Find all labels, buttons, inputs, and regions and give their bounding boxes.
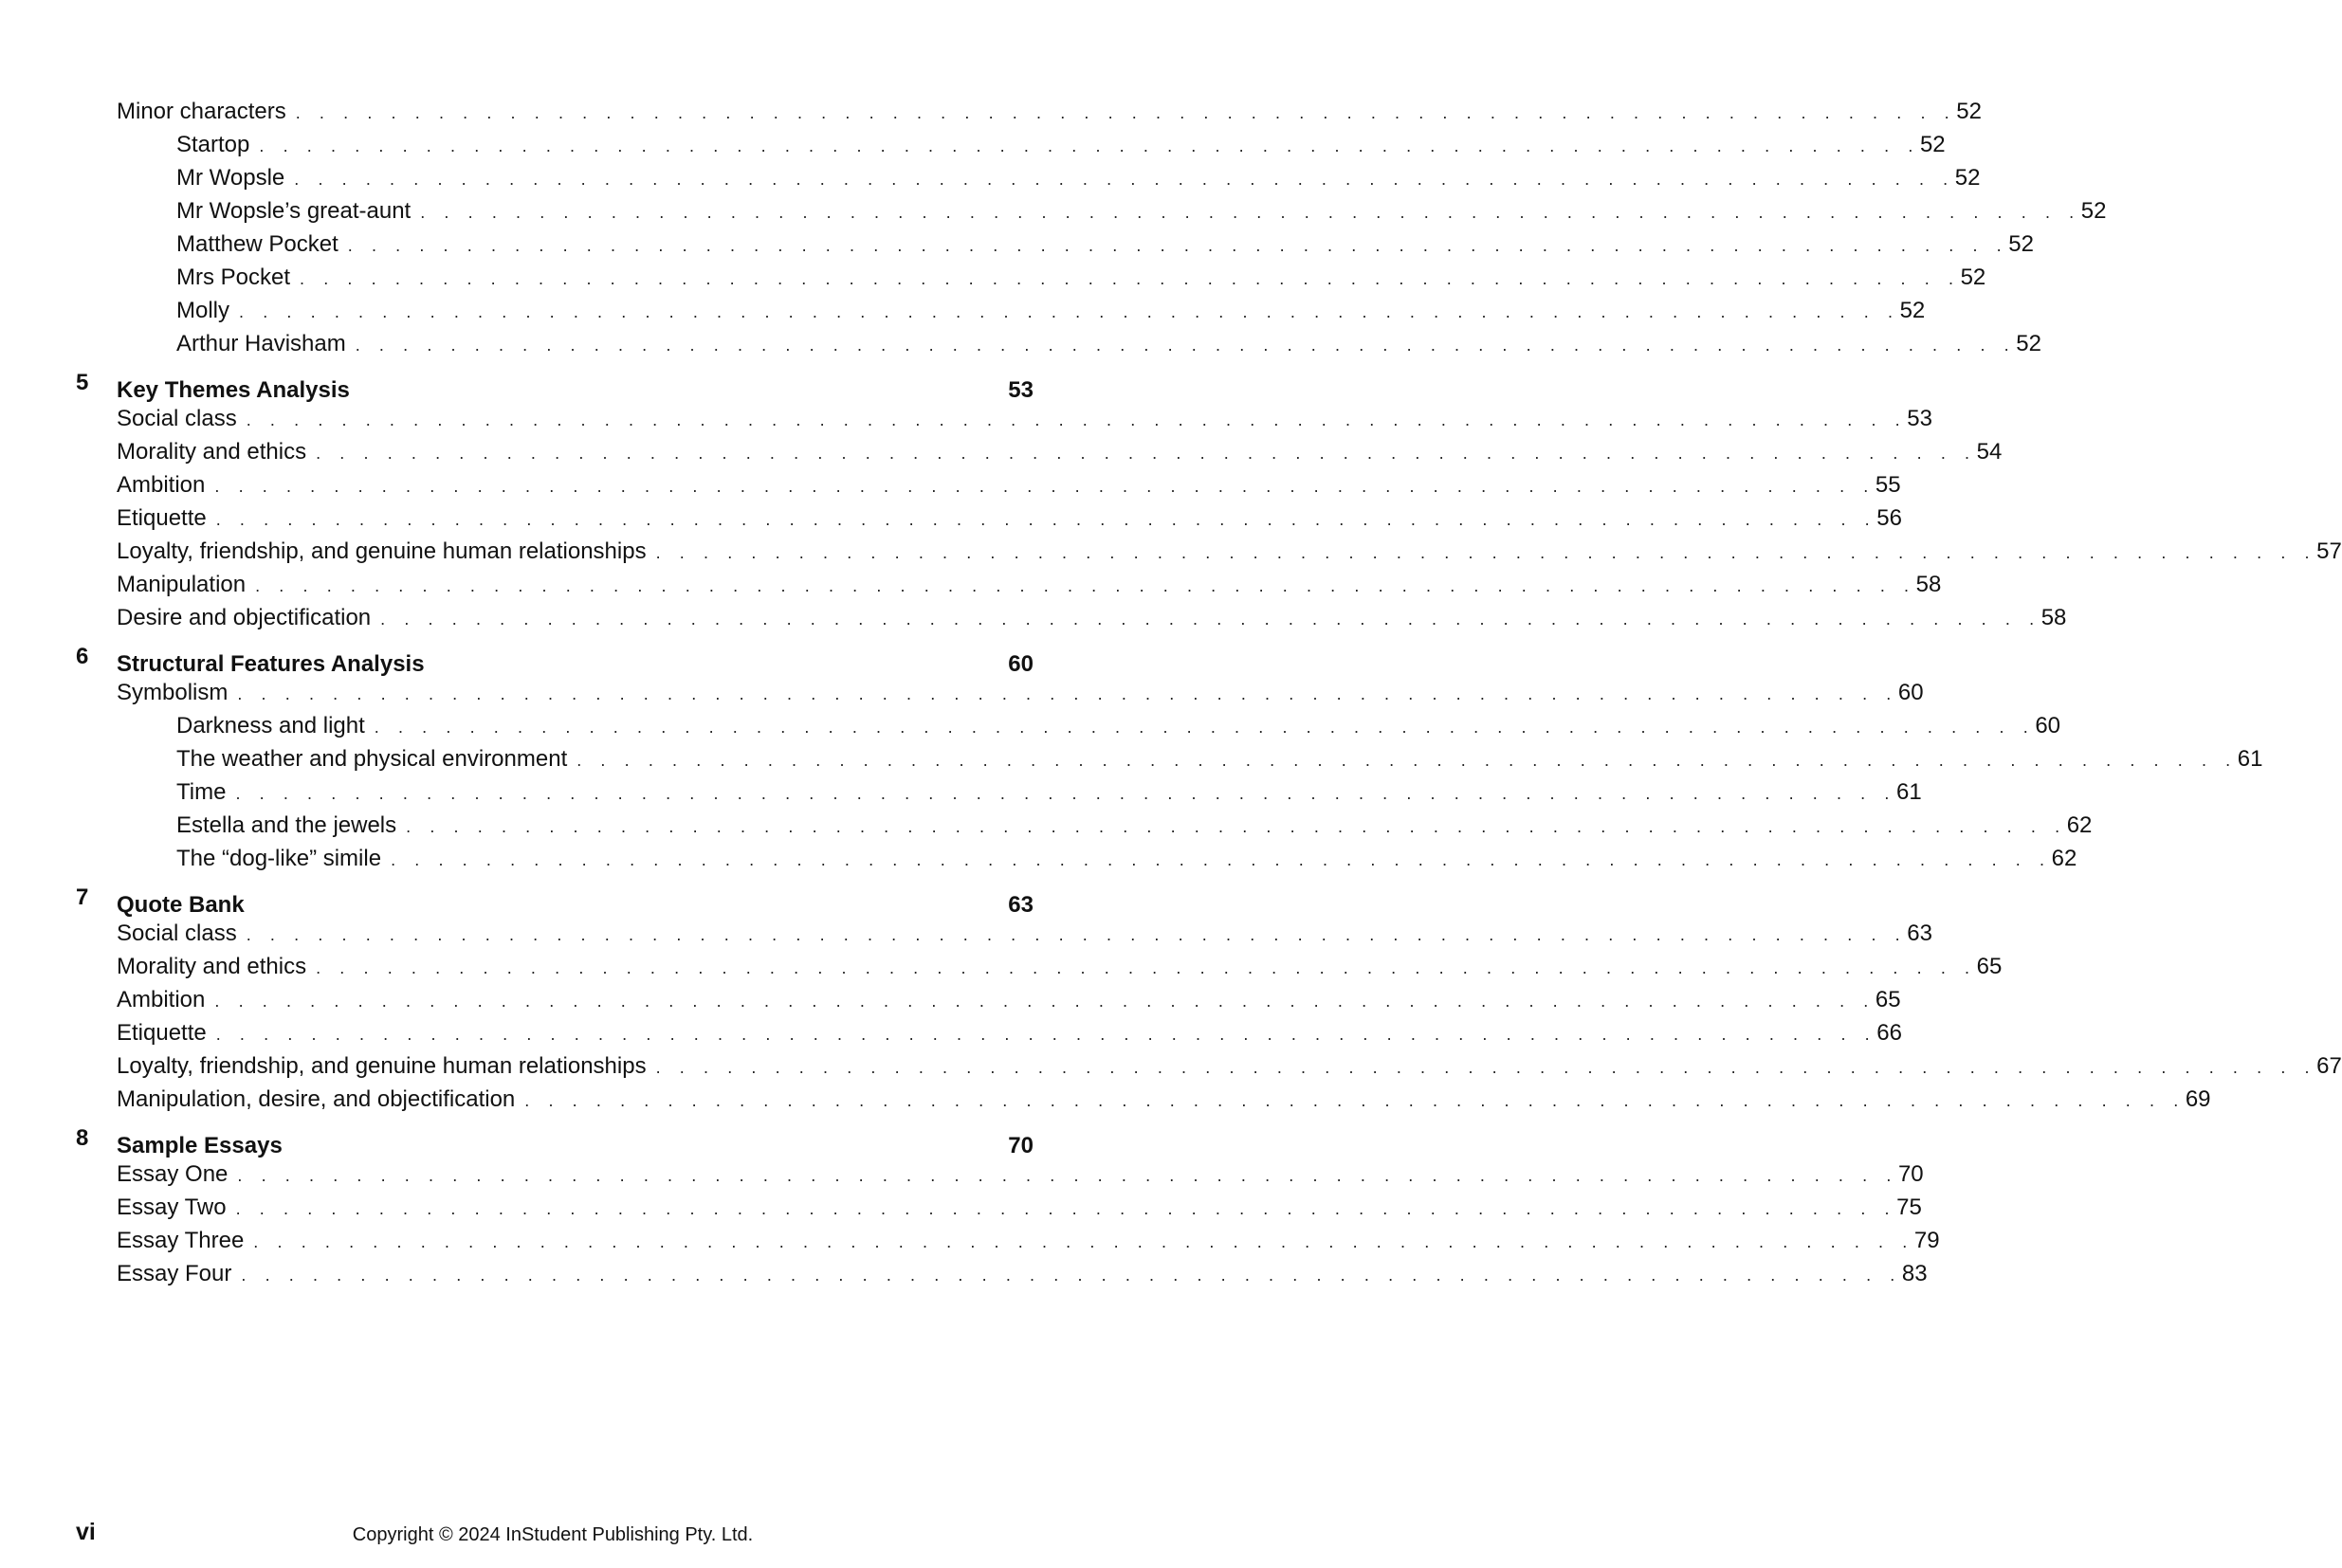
toc-entry-row: [176, 775, 1922, 811]
toc-entry[interactable]: [0, 327, 2041, 360]
toc-entry[interactable]: [0, 161, 1981, 194]
dot-leader: . . . . . . . . . . . . . . . . . . . . . . . . . . . . . . . . . . . . . . . . . . . . . . . . . . . . . . . . . . . . . . . . . . . . . .: [355, 336, 2017, 355]
page-number-ref: 65: [1875, 987, 1901, 1012]
toc-entry[interactable]: [0, 535, 2342, 568]
entry-title: The “dog-like” simile: [176, 846, 382, 871]
toc-entry[interactable]: [0, 1049, 2342, 1083]
page-number-ref: 52: [2016, 331, 2041, 356]
dot-leader: . . . . . . . . . . . . . . . . . . . . . . . . . . . . . . . . . . . . . . . . . . . . . . . . . . . . . . . . . . . . . . . . . . . . . .: [294, 170, 1955, 189]
dot-leader: . . . . . . . . . . . . . . . . . . . . . . . . . . . . . . . . . . . . . . . . . . . . . . . . . . . . . . . . . . . . . . . . . . . . . .: [316, 444, 1977, 463]
copyright-notice: Copyright © 2024 InStudent Publishing Pty. Ltd.: [352, 1524, 754, 1545]
entry-title: Ambition: [117, 987, 206, 1012]
entry-title: Mr Wopsle’s great-aunt: [176, 198, 412, 224]
toc-entry[interactable]: [0, 194, 2107, 228]
toc-entry-row: [117, 1158, 1924, 1193]
toc-entry-row: [117, 468, 1901, 503]
toc-entry-row: [176, 709, 2061, 744]
dot-leader: . . . . . . . . . . . . . . . . . . . . . . . . . . . . . . . . . . . . . . . . . . . . . . . . . . . . . . . . . . . . . . . . . . . . . .: [316, 958, 1977, 977]
entry-title: Symbolism: [117, 680, 229, 705]
page-number-ref: 52: [1919, 132, 1946, 157]
dot-leader: . . . . . . . . . . . . . . . . . . . . . . . . . . . . . . . . . . . . . . . . . . . . . . . . . . . . . . . . . . . . . . . . . . . . . .: [214, 477, 1875, 496]
dot-leader: . . . . . . . . . . . . . . . . . . . . . . . . . . . . . . . . . . . . . . . . . . . . . . . . . . . . . . . . . . . . . . . . . . . . . .: [655, 1058, 2317, 1077]
entry-title: Mr Wopsle: [176, 165, 285, 191]
chapter-number: 6: [76, 644, 89, 669]
toc-entry-row: [176, 742, 2263, 777]
toc-entry-row: [117, 601, 2067, 636]
toc-entry[interactable]: [0, 435, 2003, 468]
chapter-title: Structural Features Analysis: [117, 651, 425, 677]
toc-entry[interactable]: [0, 402, 1932, 435]
toc-entry-row: [117, 402, 1932, 437]
chapter-number: 8: [76, 1125, 89, 1151]
entry-title: Social class: [117, 921, 237, 946]
dot-leader: . . . . . . . . . . . . . . . . . . . . . . . . . . . . . . . . . . . . . . . . . . . . . . . . . . . . . . . . . . . . . . . . . . . . . .: [295, 103, 1957, 122]
toc-entry-row: [117, 983, 1901, 1018]
toc-entry-row: [176, 809, 2093, 844]
toc-entry-row: [176, 161, 1981, 196]
toc-entry[interactable]: [0, 501, 1902, 535]
page-number-ref: 79: [1913, 1228, 1940, 1253]
dot-leader: [254, 879, 986, 912]
entry-title: Mrs Pocket: [176, 264, 291, 290]
toc-entry-row: [117, 950, 2003, 985]
dot-leader: . . . . . . . . . . . . . . . . . . . . . . . . . . . . . . . . . . . . . . . . . . . . . . . . . . . . . . . . . . . . . . . . . . . . . .: [391, 850, 2052, 869]
dot-leader: . . . . . . . . . . . . . . . . . . . . . . . . . . . . . . . . . . . . . . . . . . . . . . . . . . . . . . . . . . . . . . . . . . . . . .: [246, 925, 1908, 944]
page-number-ref: 58: [1915, 572, 1942, 597]
dot-leader: . . . . . . . . . . . . . . . . . . . . . . . . . . . . . . . . . . . . . . . . . . . . . . . . . . . . . . . . . . . . . . . . . . . . . .: [246, 410, 1908, 429]
entry-title: Darkness and light: [176, 713, 365, 738]
toc-entry[interactable]: [0, 917, 1932, 950]
dot-leader: [359, 364, 986, 397]
page-number-ref: 63: [1008, 892, 1034, 918]
page-number-ref: 67: [2316, 1053, 2342, 1079]
page-number-ref: 53: [1008, 377, 1034, 403]
toc-entry-row: [176, 261, 1986, 296]
dot-leader: . . . . . . . . . . . . . . . . . . . . . . . . . . . . . . . . . . . . . . . . . . . . . . . . . . . . . . . . . . . . . . . . . . . . . .: [235, 784, 1896, 803]
toc-entry[interactable]: [0, 601, 2067, 634]
entry-title: Minor characters: [117, 99, 286, 124]
entry-title: Morality and ethics: [117, 954, 307, 979]
toc-entry[interactable]: [0, 775, 1922, 809]
page-number-ref: 63: [1907, 921, 1932, 946]
toc-entry-row: [176, 294, 1926, 329]
toc-entry-row: [176, 842, 2077, 877]
entry-title: Etiquette: [117, 505, 207, 531]
toc-entry[interactable]: [0, 950, 2003, 983]
dot-leader: . . . . . . . . . . . . . . . . . . . . . . . . . . . . . . . . . . . . . . . . . . . . . . . . . . . . . . . . . . . . . . . . . . . . . .: [576, 751, 2238, 770]
page-number-ref: 52: [1956, 99, 1982, 124]
dot-leader: . . . . . . . . . . . . . . . . . . . . . . . . . . . . . . . . . . . . . . . . . . . . . . . . . . . . . . . . . . . . . . . . . . . . . .: [241, 1266, 1902, 1285]
page-number-ref: 54: [1976, 439, 2003, 465]
toc-entry[interactable]: [0, 809, 2093, 842]
page-number-ref: 52: [1954, 165, 1981, 191]
toc-entry[interactable]: [0, 676, 1924, 709]
page-number-ref: 56: [1876, 505, 1902, 531]
toc-entry[interactable]: [0, 742, 2263, 775]
chapter-title: Quote Bank: [117, 892, 245, 918]
toc-entry-row: [117, 95, 1982, 130]
toc-chapter-entry[interactable]: [0, 1120, 1106, 1158]
toc-entry[interactable]: [0, 1158, 1924, 1191]
chapter-title: Key Themes Analysis: [117, 377, 350, 403]
dot-leader: . . . . . . . . . . . . . . . . . . . . . . . . . . . . . . . . . . . . . . . . . . . . . . . . . . . . . . . . . . . . . . . . . . . . . .: [237, 1166, 1898, 1185]
page-number-ref: 61: [2237, 746, 2263, 772]
toc-entry[interactable]: [0, 95, 1982, 128]
entry-title: Social class: [117, 406, 237, 431]
dot-leader: . . . . . . . . . . . . . . . . . . . . . . . . . . . . . . . . . . . . . . . . . . . . . . . . . . . . . . . . . . . . . . . . . . . . . .: [239, 302, 1900, 321]
entry-title: Essay One: [117, 1161, 229, 1187]
toc-entry-row: [117, 1257, 1928, 1292]
toc-entry[interactable]: [0, 1083, 2211, 1116]
entry-title: Desire and objectification: [117, 605, 372, 630]
toc-entry[interactable]: [0, 568, 1942, 601]
page-number-ref: 66: [1876, 1020, 1902, 1046]
dot-leader: . . . . . . . . . . . . . . . . . . . . . . . . . . . . . . . . . . . . . . . . . . . . . . . . . . . . . . . . . . . . . . . . . . . . . .: [524, 1091, 2186, 1110]
page-number-ref: 65: [1976, 954, 2003, 979]
toc-entry-row: [117, 1016, 1902, 1051]
entry-title: Arthur Havisham: [176, 331, 346, 356]
page-number-ref: 52: [1960, 264, 1986, 290]
toc-entry[interactable]: [0, 228, 2034, 261]
page-number-ref: 60: [2035, 713, 2061, 738]
table-of-contents: [0, 95, 2342, 1290]
toc-entry-row: [176, 128, 1946, 163]
chapter-number: 5: [76, 370, 89, 395]
dot-leader: . . . . . . . . . . . . . . . . . . . . . . . . . . . . . . . . . . . . . . . . . . . . . . . . . . . . . . . . . . . . . . . . . . . . . .: [255, 576, 1916, 595]
entry-title: Morality and ethics: [117, 439, 307, 465]
dot-leader: . . . . . . . . . . . . . . . . . . . . . . . . . . . . . . . . . . . . . . . . . . . . . . . . . . . . . . . . . . . . . . . . . . . . . .: [259, 137, 1920, 155]
entry-title: Startop: [176, 132, 250, 157]
page-number-ref: 55: [1875, 472, 1901, 498]
toc-entry-row: [117, 501, 1902, 537]
toc-entry-row: [117, 1049, 2342, 1085]
toc-entry-row: [117, 917, 1932, 952]
dot-leader: . . . . . . . . . . . . . . . . . . . . . . . . . . . . . . . . . . . . . . . . . . . . . . . . . . . . . . . . . . . . . . . . . . . . . .: [380, 610, 2041, 629]
toc-entry-row: [117, 1224, 1940, 1259]
entry-title: Estella and the jewels: [176, 812, 397, 838]
entry-title: Manipulation: [117, 572, 247, 597]
toc-entry[interactable]: [0, 1191, 1922, 1224]
page-number-ref: 53: [1907, 406, 1932, 431]
toc-entry-row: [117, 568, 1942, 603]
toc-entry[interactable]: [0, 128, 1946, 161]
page-number-ref: 62: [2066, 812, 2093, 838]
toc-entry[interactable]: [0, 709, 2061, 742]
dot-leader: . . . . . . . . . . . . . . . . . . . . . . . . . . . . . . . . . . . . . . . . . . . . . . . . . . . . . . . . . . . . . . . . . . . . . .: [374, 718, 2036, 737]
toc-entry[interactable]: [0, 261, 1986, 294]
dot-leader: . . . . . . . . . . . . . . . . . . . . . . . . . . . . . . . . . . . . . . . . . . . . . . . . . . . . . . . . . . . . . . . . . . . . . .: [237, 684, 1898, 703]
dot-leader: . . . . . . . . . . . . . . . . . . . . . . . . . . . . . . . . . . . . . . . . . . . . . . . . . . . . . . . . . . . . . . . . . . . . . .: [655, 543, 2317, 562]
page-number-ref: 58: [2040, 605, 2067, 630]
page-number-ref: 83: [1901, 1261, 1928, 1286]
toc-entry-row: [176, 327, 2041, 362]
toc-entry[interactable]: [0, 842, 2077, 875]
toc-entry[interactable]: [0, 1016, 1902, 1049]
toc-entry[interactable]: [0, 1257, 1928, 1290]
toc-entry-row: [176, 228, 2034, 263]
entry-title: Essay Two: [117, 1194, 227, 1220]
toc-chapter-entry[interactable]: [0, 364, 1106, 402]
toc-entry-row: [176, 194, 2107, 229]
entry-title: Manipulation, desire, and objectification: [117, 1086, 516, 1112]
entry-title: Ambition: [117, 472, 206, 498]
entry-title: Essay Four: [117, 1261, 232, 1286]
dot-leader: . . . . . . . . . . . . . . . . . . . . . . . . . . . . . . . . . . . . . . . . . . . . . . . . . . . . . . . . . . . . . . . . . . . . . .: [215, 1025, 1877, 1044]
page-number-ref: 70: [1008, 1133, 1034, 1158]
toc-entry-row: [117, 1083, 2211, 1118]
toc-entry-row: [117, 676, 1924, 711]
dot-leader: . . . . . . . . . . . . . . . . . . . . . . . . . . . . . . . . . . . . . . . . . . . . . . . . . . . . . . . . . . . . . . . . . . . . . .: [420, 203, 2081, 222]
entry-title: Loyalty, friendship, and genuine human relationships: [117, 1053, 647, 1079]
toc-entry[interactable]: [0, 1224, 1940, 1257]
page-number-ref: 75: [1896, 1194, 1922, 1220]
page-number-ref: 52: [1899, 298, 1926, 323]
page-number-ref: 60: [1008, 651, 1034, 677]
toc-chapter-entry[interactable]: [0, 879, 1106, 917]
page-number-ref: 52: [2008, 231, 2034, 257]
toc-entry[interactable]: [0, 294, 1926, 327]
dot-leader: . . . . . . . . . . . . . . . . . . . . . . . . . . . . . . . . . . . . . . . . . . . . . . . . . . . . . . . . . . . . . . . . . . . . . .: [214, 992, 1875, 1011]
dot-leader: [434, 638, 986, 671]
entry-title: Time: [176, 779, 227, 805]
dot-leader: . . . . . . . . . . . . . . . . . . . . . . . . . . . . . . . . . . . . . . . . . . . . . . . . . . . . . . . . . . . . . . . . . . . . . .: [235, 1199, 1897, 1218]
dot-leader: . . . . . . . . . . . . . . . . . . . . . . . . . . . . . . . . . . . . . . . . . . . . . . . . . . . . . . . . . . . . . . . . . . . . . .: [253, 1232, 1914, 1251]
page-number-ref: 52: [2080, 198, 2107, 224]
dot-leader: [292, 1120, 986, 1153]
entry-title: Matthew Pocket: [176, 231, 338, 257]
page-number-ref: 70: [1897, 1161, 1924, 1187]
toc-entry-row: [117, 1191, 1922, 1226]
entry-title: The weather and physical environment: [176, 746, 568, 772]
toc-chapter-entry[interactable]: [0, 638, 1106, 676]
entry-title: Etiquette: [117, 1020, 207, 1046]
entry-title: Molly: [176, 298, 230, 323]
entry-title: Essay Three: [117, 1228, 245, 1253]
page-number-ref: 57: [2316, 538, 2342, 564]
page-number-ref: 60: [1897, 680, 1924, 705]
entry-title: Loyalty, friendship, and genuine human relationships: [117, 538, 647, 564]
page-number-ref: 69: [2185, 1086, 2211, 1112]
page-number-ref: 62: [2051, 846, 2077, 871]
page-number-ref: 61: [1896, 779, 1922, 805]
toc-entry[interactable]: [0, 468, 1901, 501]
toc-entry[interactable]: [0, 983, 1901, 1016]
toc-entry-row: [117, 435, 2003, 470]
chapter-title: Sample Essays: [117, 1133, 283, 1158]
page-number: vi: [76, 1519, 96, 1545]
toc-entry-row: [117, 535, 2342, 570]
dot-leader: . . . . . . . . . . . . . . . . . . . . . . . . . . . . . . . . . . . . . . . . . . . . . . . . . . . . . . . . . . . . . . . . . . . . . .: [300, 269, 1961, 288]
dot-leader: . . . . . . . . . . . . . . . . . . . . . . . . . . . . . . . . . . . . . . . . . . . . . . . . . . . . . . . . . . . . . . . . . . . . . .: [215, 510, 1877, 529]
chapter-number: 7: [76, 884, 89, 910]
dot-leader: . . . . . . . . . . . . . . . . . . . . . . . . . . . . . . . . . . . . . . . . . . . . . . . . . . . . . . . . . . . . . . . . . . . . . .: [406, 817, 2067, 836]
dot-leader: . . . . . . . . . . . . . . . . . . . . . . . . . . . . . . . . . . . . . . . . . . . . . . . . . . . . . . . . . . . . . . . . . . . . . .: [347, 236, 2009, 255]
